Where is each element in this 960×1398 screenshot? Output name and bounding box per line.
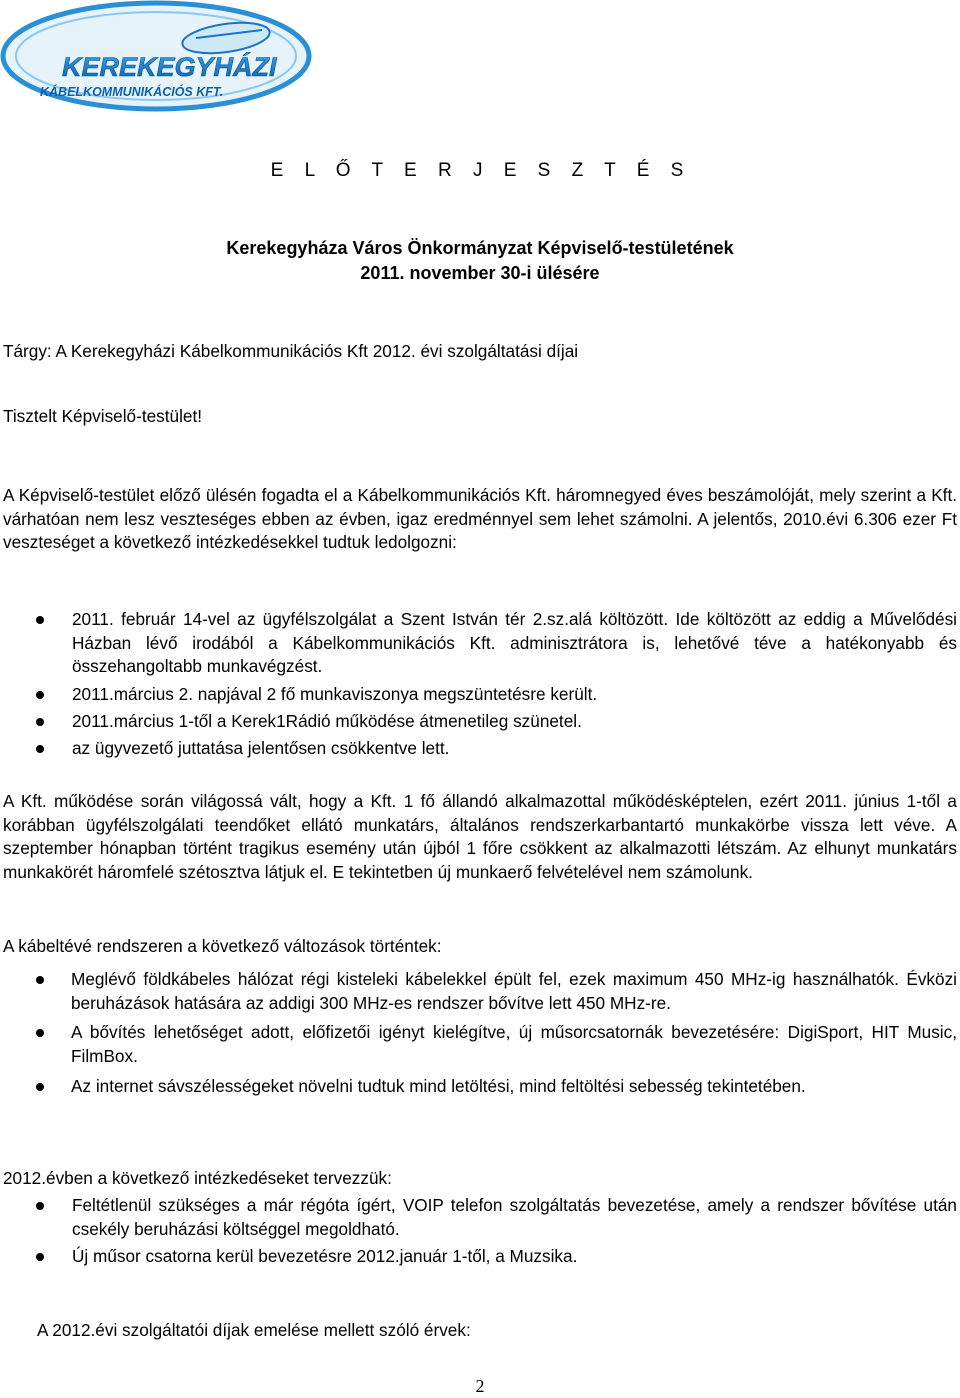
paragraph-staffing: A Kft. működése során világossá vált, hogy a Kft. 1 fő állandó alkalmazottal működésképtelen, ezért 2011. június 1-től a korábban ügyfélszolgálati teendőket ellátó munkatárs, általános rendszerkarbantartó munkakörbe vissza lett véve. A szeptember hónapban történt tragikus esemény után újból 1 főre csökkent az alkalmazotti létszám. Az elhunyt munkatárs munkakörét háromfelé szétosztva látjuk el. E tekintetben új munkaerő felvételével nem számolunk. (3, 791, 957, 882)
list-item: Meglévő földkábeles hálózat régi kisteleki kábelekkel épült fel, ezek maximum 450 MHz-ig használhatók. Évközi beruházások hatására az addigi 300 MHz-es rendszer bővítve lett 450 MHz-re. (0, 968, 960, 1015)
paragraph-plans: 2012.évben a következő intézkedéseket tervezzük: (3, 1168, 392, 1188)
list-item: az ügyvezető juttatása jelentősen csökkentve lett. (0, 737, 960, 761)
cable-changes-list (0, 968, 960, 1099)
paragraph-intro: A Képviselő-testület előző ülésén fogadta el a Kábelkommunikációs Kft. háromnegyed éves beszámolóját, mely szerint a Kft. várhatóan nem lesz veszteséges ebben az évben, igaz eredménnyel sem lehet számolni. A jelentős, 2010.évi 6.306 ezer Ft veszteséget a következő intézkedésekkel tudtuk ledolgozni: (3, 485, 957, 553)
company-logo (0, 0, 312, 112)
page-number: 2 (475, 1376, 485, 1396)
list-item: Új műsor csatorna kerül bevezetésre 2012.január 1-től, a Muzsika. (0, 1245, 960, 1269)
bullet-icon (36, 1083, 44, 1091)
measures-list (0, 608, 960, 761)
heading-council: Kerekegyháza Város Önkormányzat Képviselő-testületének (226, 238, 734, 258)
logo-graphic (0, 0, 312, 112)
list-item: 2011.március 2. napjával 2 fő munkaviszonya megszüntetésre került. (0, 683, 960, 707)
bullet-icon (36, 1253, 44, 1261)
list-item: 2011.március 1-től a Kerek1Rádió működése átmenetileg szünetel. (0, 710, 960, 734)
bullet-icon (36, 718, 44, 726)
paragraph-cable-changes: A kábeltévé rendszeren a következő változások történtek: (3, 936, 442, 956)
list-item: A bővítés lehetőséget adott, előfizetői igényt kielégítve, új műsorcsatornák bevezetésére: DigiSport, HIT Music, FilmBox. (0, 1021, 960, 1068)
list-item: Az internet sávszélességeket növelni tudtuk mind letöltési, mind feltöltési sebesség tekintetében. (0, 1075, 960, 1099)
bullet-icon (36, 1029, 44, 1037)
svg-text:KEREKEGYHÁZI: KEREKEGYHÁZI (62, 52, 277, 82)
svg-text:KÁBELKOMMUNIKÁCIÓS KFT.: KÁBELKOMMUNIKÁCIÓS KFT. (40, 85, 224, 99)
plans-list (0, 1194, 960, 1269)
subject-line: Tárgy: A Kerekegyházi Kábelkommunikációs Kft 2012. évi szolgáltatási díjai (3, 341, 579, 361)
list-item: Feltétlenül szükséges a már régóta ígért, VOIP telefon szolgáltatás bevezetése, amely a rendszer bővítése után csekély beruházási költséggel megoldható. (0, 1194, 960, 1241)
paragraph-arguments: A 2012.évi szolgáltatói díjak emelése mellett szóló érvek: (37, 1320, 471, 1340)
bullet-icon (36, 691, 44, 699)
bullet-icon (36, 616, 44, 624)
list-item: 2011. február 14-vel az ügyfélszolgálat a Szent István tér 2.sz.alá költözött. Ide költözött az eddig a Művelődési Házban lévő irodából a Kábelkommunikációs Kft. adminisztrátora is, lehetővé téve a hatékonyabb és összehangoltabb munkavégzést. (0, 608, 960, 679)
document-title: E L Ő T E R J E S Z T É S (270, 160, 690, 181)
bullet-icon (36, 1202, 44, 1210)
bullet-icon (36, 976, 44, 984)
salutation: Tisztelt Képviselő-testület! (3, 406, 203, 426)
heading-meeting-date: 2011. november 30-i ülésére (360, 263, 600, 283)
bullet-icon (36, 745, 44, 753)
